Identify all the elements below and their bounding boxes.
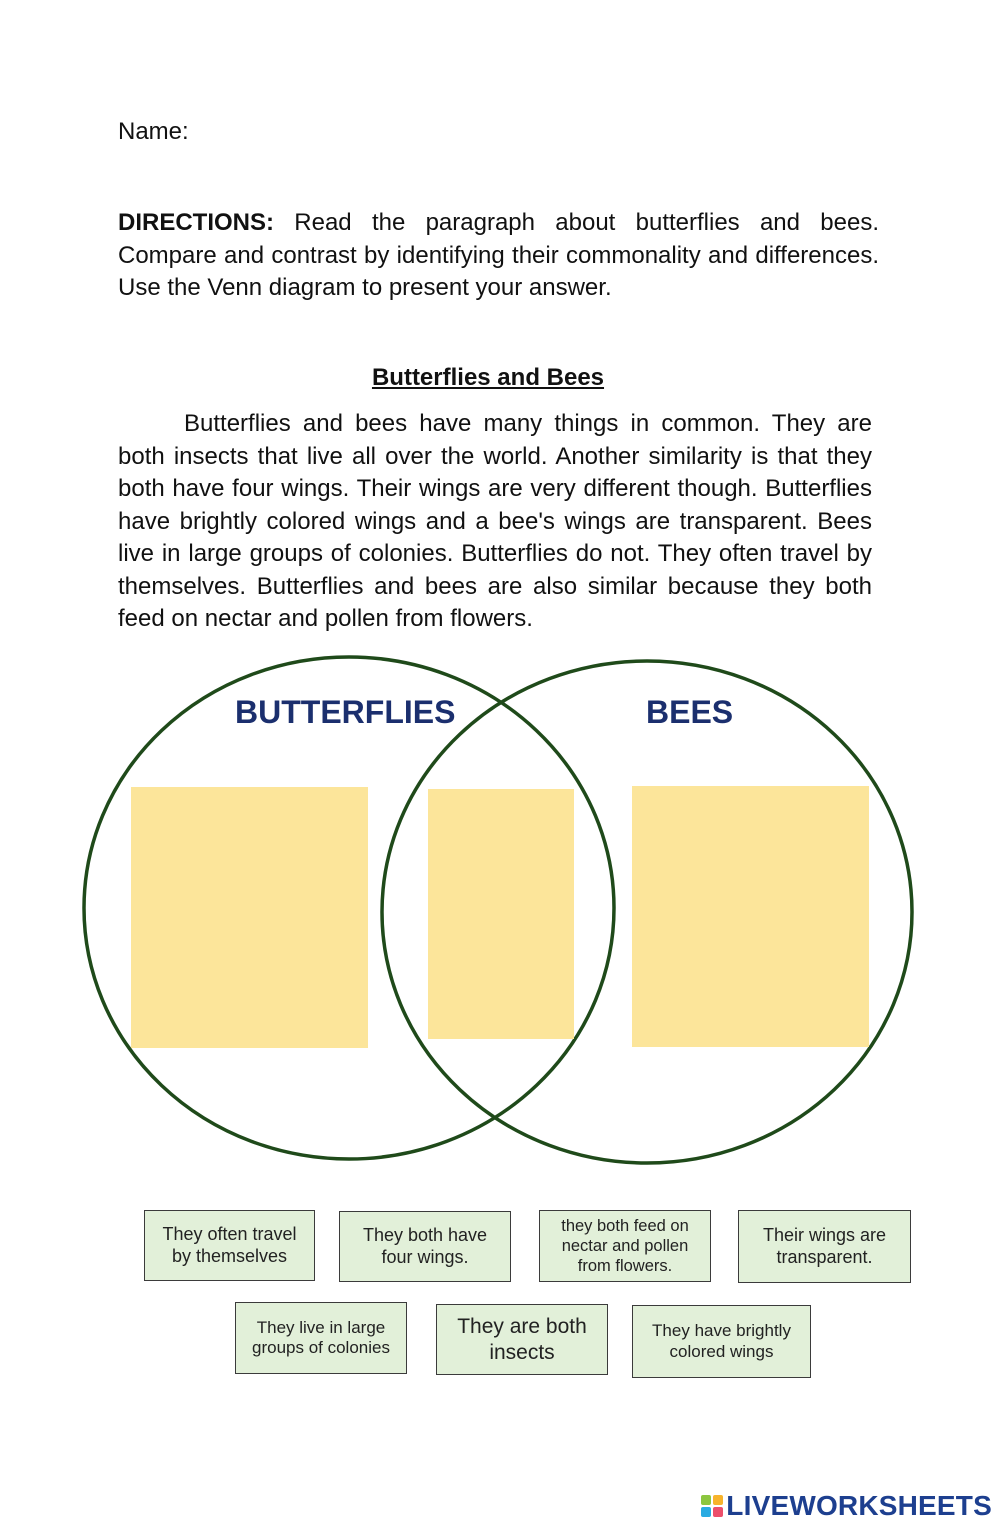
directions-text: Read the paragraph about butterflies and bees. Compare and contrast by identifying their commonality and differences. Use the Venn diagram to present your answer. [118, 209, 879, 301]
answer-card-travel-alone[interactable]: They often travel by themselves [144, 1210, 315, 1281]
bees-drop-zone[interactable] [632, 786, 869, 1047]
butterflies-drop-zone[interactable] [131, 787, 368, 1048]
answer-card-transparent-wings[interactable]: Their wings are transparent. [738, 1210, 911, 1283]
logo-square-4 [713, 1507, 723, 1517]
answer-card-nectar-pollen[interactable]: they both feed on nectar and pollen from flowers. [539, 1210, 711, 1282]
answer-card-insects[interactable]: They are both insects [436, 1304, 608, 1375]
directions-label: DIRECTIONS: [118, 209, 274, 236]
story-paragraph: Butterflies and bees have many things in common. They are both insects that live all over the world. Another similarity is that they both have four wings. Their wings are very different though. Butterflies have brightly colored wings and a bee's wings are transparent. Bees live in large groups of colonies. Butterflies do not. They often travel by themselves. Butterflies and bees are also similar because they both feed on nectar and pollen from flowers. [118, 410, 872, 632]
both-drop-zone[interactable] [428, 789, 574, 1039]
bees-title: BEES [646, 694, 734, 730]
liveworksheets-brand [701, 1490, 992, 1522]
name-label: Name: [118, 118, 189, 145]
logo-square-1 [701, 1495, 711, 1505]
answer-card-four-wings[interactable]: They both have four wings. [339, 1211, 511, 1282]
answer-card-colonies[interactable]: They live in large groups of colonies [235, 1302, 407, 1374]
story-title: Butterflies and Bees [371, 364, 605, 391]
liveworksheets-logo-icon [701, 1495, 723, 1517]
butterflies-title: BUTTERFLIES [235, 694, 456, 730]
brand-text: LIVEWORKSHEETS [726, 1490, 992, 1521]
logo-square-3 [701, 1507, 711, 1517]
answer-card-bright-wings[interactable]: They have brightly colored wings [632, 1305, 811, 1378]
logo-square-2 [713, 1495, 723, 1505]
